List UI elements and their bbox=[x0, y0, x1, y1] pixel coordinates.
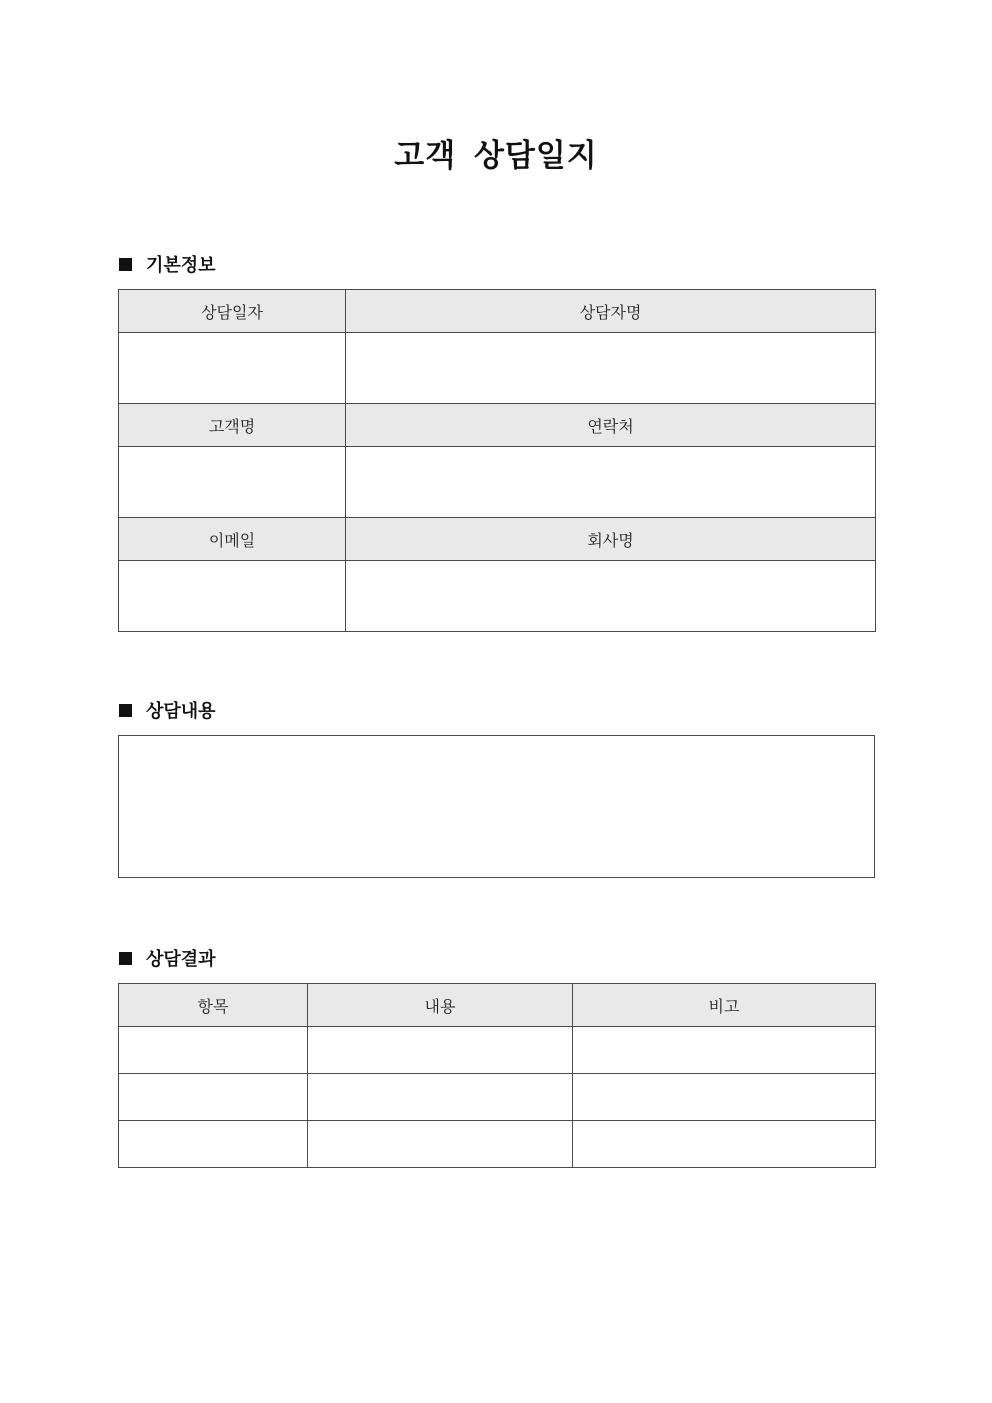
consult-date-field[interactable] bbox=[119, 333, 346, 404]
item-cell[interactable] bbox=[119, 1027, 308, 1074]
table-header-row bbox=[119, 290, 876, 333]
consult-date-label: 상담일자 bbox=[119, 290, 346, 333]
section-heading-consult-content bbox=[119, 699, 216, 721]
item-cell[interactable] bbox=[119, 1121, 308, 1168]
email-label: 이메일 bbox=[119, 518, 346, 561]
content-cell[interactable] bbox=[308, 1121, 573, 1168]
column-header-remarks: 비고 bbox=[573, 984, 876, 1027]
contact-label: 연락처 bbox=[346, 404, 876, 447]
column-header-item: 항목 bbox=[119, 984, 308, 1027]
table-header-row bbox=[119, 984, 876, 1027]
square-bullet-icon bbox=[119, 258, 132, 271]
customer-name-label: 고객명 bbox=[119, 404, 346, 447]
table-value-row bbox=[119, 333, 876, 404]
column-header-content: 내용 bbox=[308, 984, 573, 1027]
table-row bbox=[119, 1121, 876, 1168]
table-value-row bbox=[119, 561, 876, 632]
consult-result-table bbox=[118, 983, 876, 1168]
square-bullet-icon bbox=[119, 704, 132, 717]
content-cell[interactable] bbox=[308, 1074, 573, 1121]
basic-info-table bbox=[118, 289, 876, 632]
table-row bbox=[119, 1027, 876, 1074]
section-heading-label: 기본정보 bbox=[146, 255, 216, 276]
table-row bbox=[119, 1074, 876, 1121]
square-bullet-icon bbox=[119, 952, 132, 965]
remarks-cell[interactable] bbox=[573, 1027, 876, 1074]
section-heading-label: 상담내용 bbox=[146, 701, 216, 722]
item-cell[interactable] bbox=[119, 1074, 308, 1121]
contact-field[interactable] bbox=[346, 447, 876, 518]
table-header-row bbox=[119, 404, 876, 447]
email-field[interactable] bbox=[119, 561, 346, 632]
counselor-name-field[interactable] bbox=[346, 333, 876, 404]
section-heading-label: 상담결과 bbox=[146, 949, 216, 970]
remarks-cell[interactable] bbox=[573, 1074, 876, 1121]
section-heading-basic-info bbox=[119, 253, 216, 275]
section-heading-consult-result bbox=[119, 947, 216, 969]
table-header-row bbox=[119, 518, 876, 561]
counselor-name-label: 상담자명 bbox=[346, 290, 876, 333]
content-cell[interactable] bbox=[308, 1027, 573, 1074]
table-value-row bbox=[119, 447, 876, 518]
customer-name-field[interactable] bbox=[119, 447, 346, 518]
consult-content-field[interactable] bbox=[118, 735, 875, 878]
remarks-cell[interactable] bbox=[573, 1121, 876, 1168]
company-name-field[interactable] bbox=[346, 561, 876, 632]
company-name-label: 회사명 bbox=[346, 518, 876, 561]
document-title: 고객 상담일지 bbox=[394, 138, 598, 174]
